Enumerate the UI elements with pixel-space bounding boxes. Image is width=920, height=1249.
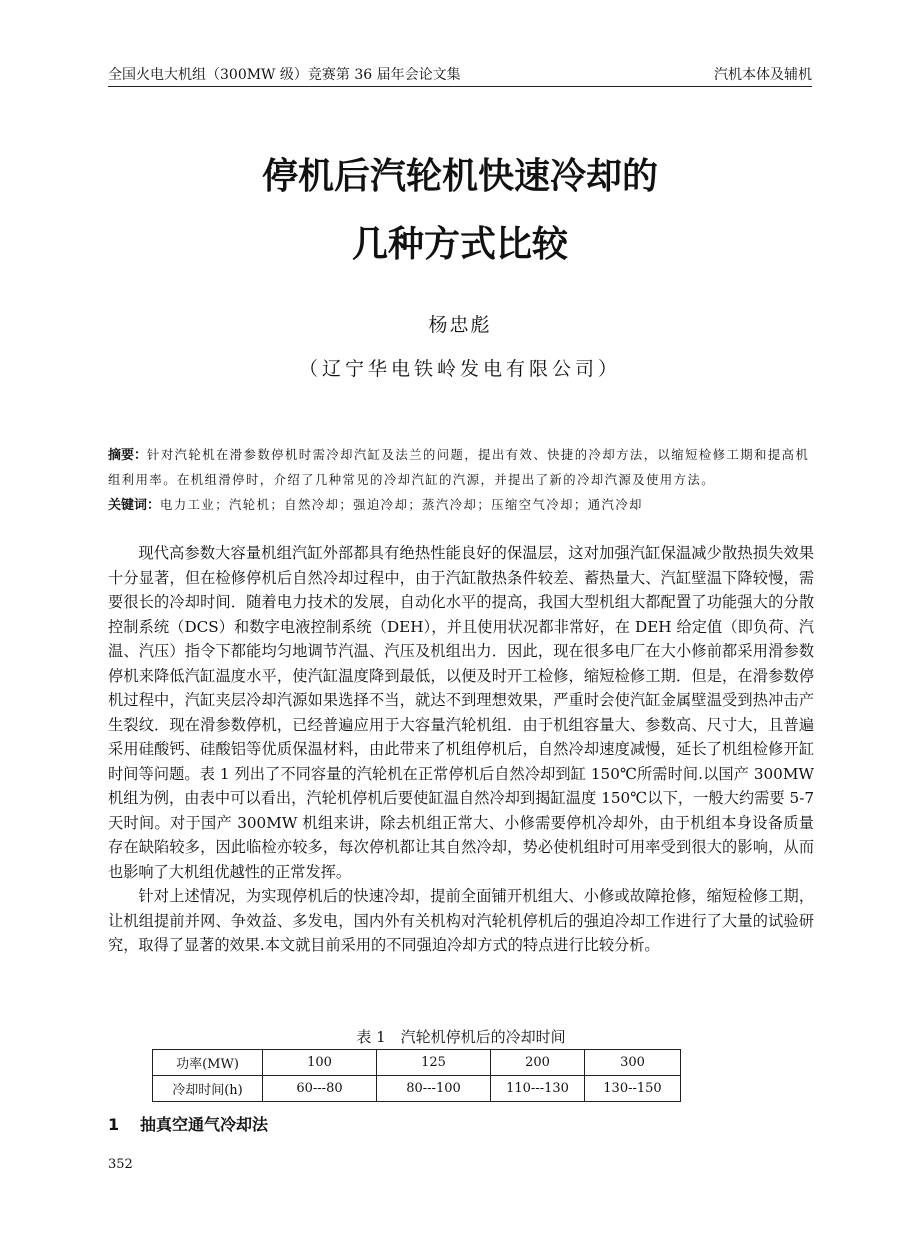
running-header [108,64,812,86]
running-header-right: 汽机本体及辅机 [714,67,812,83]
abstract-text: 针对汽轮机在滑参数停机时需冷却汽缸及法兰的问题，提出有效、快捷的冷却方法，以缩短检修工期和提高机组利用率。在机组滑停时，介绍了几种常见的冷却汽缸的汽源，并提出了新的冷却汽源及使用方法。 [108,448,810,487]
table-cell: 功率(MW) [153,1050,263,1076]
body-text [108,541,814,958]
table-cell: 60---80 [263,1076,377,1102]
body-paragraph: 针对上述情况，为实现停机后的快速冷却，提前全面铺开机组大、小修或故障抢修，缩短检修工期，让机组提前并网、争效益、多发电，国内外有关机构对汽轮机停机后的强迫冷却工作进行了大量的试验研究，取得了显著的效果.本文就目前采用的不同强迫冷却方式的特点进行比较分析。 [108,887,814,954]
paper-title-line-1: 停机后汽轮机快速冷却的 [261,156,658,197]
page-number: 352 [108,1157,133,1172]
table-cell: 300 [585,1050,681,1076]
table-cell: 100 [263,1050,377,1076]
paper-title-line-2: 几种方式比较 [351,224,568,265]
table-cell: 200 [491,1050,585,1076]
abstract-label: 摘要： [108,448,148,463]
table-cell: 80---100 [377,1076,491,1102]
running-header-left: 全国火电大机组（300MW 级）竞赛第 36 届年会论文集 [108,67,461,83]
header-rule [108,86,812,87]
keywords [108,493,814,518]
author-name: 杨忠彪 [428,314,492,336]
table-caption: 表 1 汽轮机停机后的冷却时间 [356,1028,566,1046]
keywords-label: 关键词： [108,498,161,513]
section-title: 抽真空通气冷却法 [140,1115,269,1134]
table-cell: 130--150 [585,1076,681,1102]
table-row [153,1050,681,1076]
table-cell: 冷却时间(h) [153,1076,263,1102]
keywords-text: 电力工业；汽轮机；自然冷却；强迫冷却；蒸汽冷却；压缩空气冷却；通汽冷却 [160,498,643,512]
table-row [153,1076,681,1102]
section-number: 1 [108,1115,120,1134]
section-heading [108,1113,268,1137]
table-cell: 110---130 [491,1076,585,1102]
abstract [108,443,814,492]
body-paragraph: 现代高参数大容量机组汽缸外部都具有绝热性能良好的保温层，这对加强汽缸保温减少散热损失效果十分显著，但在检修停机后自然冷却过程中，由于汽缸散热条件较差、蓄热量大、汽缸壁温下降较慢，需要很长的冷却时间．随着电力技术的发展，自动化水平的提高，我国大型机组大都配置了功能强大的分散控制系统（DCS）和数字电液控制系统（DEH），并且使用状况都非常好，在 DEH 给定值（即负荷、汽温、汽压）指令下都能均匀地调节汽温、汽压及机组出力．因此，现在很多电厂在大小修前都采用滑参数停机来降低汽缸温度水平，使汽缸温度降到最低，以便及时开工检修，缩短检修工期．但是，在滑参数停机过程中，汽缸夹层冷却汽源如果选择不当，就达不到理想效果，严重时会使汽缸金属壁温受到热冲击产生裂纹．现在滑参数停机，已经普遍应用于大容量汽轮机组．由于机组容量大、参数高、尺寸大，且普遍采用硅酸钙、硅酸铝等优质保温材料，由此带来了机组停机后，自然冷却速度减慢，延长了机组检修开缸时间等问题。表 1 列出了不同容量的汽轮机在正常停机后自然冷却到缸 150℃所需时间.以国产 300MW 机组为例，由表中可以看出，汽轮机停机后要使缸温自然冷却到揭缸温度 150℃以下，一般大约需要 5-7 天时间。对于国产 300MW 机组来讲，除去机组正常大、小修需要停机冷却外，由于机组本身设备质量存在缺陷较多，因此临检亦较多，每次停机都让其自然冷却，势必使机组时可用率受到很大的影响，从而也影响了大机组优越性的正常发挥。 [108,544,814,881]
table-cell: 125 [377,1050,491,1076]
cooling-time-table [152,1049,681,1102]
author-affiliation: （辽宁华电铁岭发电有限公司） [298,358,621,380]
